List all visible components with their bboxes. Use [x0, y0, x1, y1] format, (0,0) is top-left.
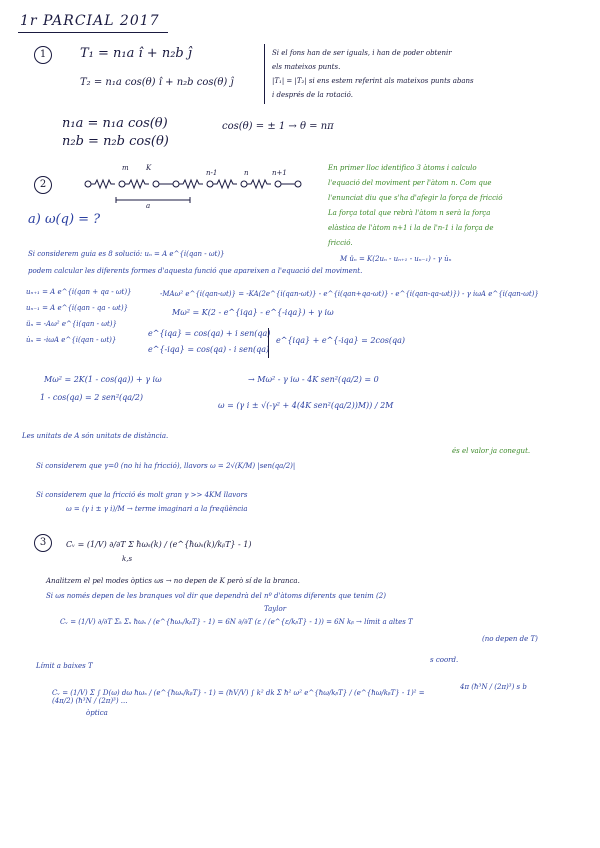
p1-eq2: T₂ = n₁a cos(θ) î + n₂b cos(θ) ĵ — [80, 77, 234, 88]
p3-cv-equation: Cᵥ = (1/V) ∂/∂T Σ ħωₛ(k) / (e^{ħωₛ(k)/kᵦT} - 1) — [66, 540, 252, 549]
p2-case-1-note: és el valor ja conegut. — [452, 447, 531, 455]
chain-label-n-minus-1: n-1 — [206, 169, 218, 177]
p3-cv3-subscript: òptica — [86, 709, 108, 717]
p2-form-4: u̇ₙ = -iωA e^{i(qan - ωt)} — [26, 336, 117, 344]
p1-divider — [264, 44, 265, 104]
p1-note-line-1: Si el fons han de ser iguals, i han de poder obtenir — [272, 49, 452, 57]
p2-euler-sum: e^{iqa} + e^{-iqa} = 2cos(qa) — [276, 336, 406, 345]
p2-derive-line: podem calcular les diferents formes d'aquesta funció que apareixen a l'equació del moviment. — [28, 267, 363, 275]
p3-cv-equation-3: Cᵥ = (1/V) Σ ∫ D(ω) dω ħωₛ / (e^{ħωₛ/kᵦT} - 1) = (ħV/V) ∫ k² dk Σ ħ² ω² e^{ħω/kᵦT} / (e^{ħω/kᵦT} - 1)² = (4π/2) (ħ³N / (2π)³) ... — [52, 689, 425, 705]
p2-units-note: Les unitats de A són unitats de distància. — [22, 432, 169, 440]
atom-icon — [85, 181, 91, 187]
p3-cv-equation-2: Cᵥ = (1/V) ∂/∂T Σₖ Σₛ ħωₛ / (e^{ħωₛ/kᵦT} - 1) = 6N ∂/∂T (ε / (e^{ε/kᵦT} - 1)) = 6N kᵦ → límit a altes T — [60, 618, 413, 626]
spring-icon — [247, 180, 271, 188]
p2-case-1: Si considerem que γ=0 (no hi ha fricció), llavors ω = 2√(K/M) |sen(qa/2)| — [36, 462, 296, 470]
p1-eq3: n₁a = n₁a cos(θ) — [62, 116, 168, 131]
chain-label-a: a — [146, 202, 151, 210]
chain-label-n-plus-1: n+1 — [272, 169, 287, 177]
atom-icon — [295, 181, 301, 187]
p3-final: 4π (ħ³N / (2π)³) s b — [460, 683, 527, 691]
chain-label-n: n — [244, 169, 249, 177]
page-title: 1r PARCIAL 2017 — [20, 13, 160, 29]
problem-1-number: 1 — [34, 46, 52, 64]
p3-analysis-line: Analitzem el pel modes òptics ωs → no depen de K però sí de la branca. — [46, 577, 300, 585]
atom-icon — [207, 181, 213, 187]
p2-solution-line: Si considerem guia es 8 solució: uₙ = A e^{i(qan - ωt)} — [28, 250, 225, 258]
spring-icon — [213, 180, 237, 188]
p2-step-1: Mω² = 2K(1 - cos(qa)) + γ iω — [44, 375, 162, 384]
chain-label-k: K — [146, 164, 152, 172]
p1-note-line-4: i després de la rotació. — [272, 91, 353, 99]
p2-case-2: Si considerem que la fricció és molt gran γ >> 4KM llavors — [36, 491, 248, 499]
p2-step-1b: → Mω² - γ iω - 4K sen²(qa/2) = 0 — [248, 375, 379, 384]
spring-icon — [91, 180, 115, 188]
title-underline — [18, 32, 168, 33]
p2-form-2: uₙ₋₁ = A e^{i(qan - qa - ωt)} — [26, 304, 129, 312]
p2-big-equation: -MAω² e^{i(qan-ωt)} = -KA(2e^{i(qan-ωt)} - e^{i(qan+qa-ωt)} - e^{i(qan-qa-ωt)}) - γ iωA e^{i(qan-ωt)} — [160, 290, 539, 298]
p3-cv-note: (no depen de T) — [482, 635, 538, 643]
atom-icon — [119, 181, 125, 187]
p2-side-note-4: La força total que rebrà l'àtom n serà la força — [328, 209, 491, 217]
p3-coord: s coord. — [430, 656, 459, 664]
p2-side-note-5: elàstica de l'àtom n+1 i la de l'n-1 i la força de — [328, 224, 494, 232]
p2-euler-1: e^{iqa} = cos(qa) + i sen(qa) — [148, 329, 271, 338]
p2-side-note-2: l'equació del moviment per l'àtom n. Com que — [328, 179, 492, 187]
atom-icon — [275, 181, 281, 187]
p2-step-2: 1 - cos(qa) = 2 sen²(qa/2) — [40, 393, 143, 402]
p3-taylor: Taylor — [264, 605, 287, 613]
p2-question: a) ω(q) = ? — [28, 212, 101, 227]
euler-brace — [268, 328, 269, 358]
p2-form-1: uₙ₊₁ = A e^{i(qan + qa - ωt)} — [26, 288, 132, 296]
p2-solution: ω = (γ i ± √(-γ² + 4(4K sen²(qa/2))M)) / 2M — [218, 401, 394, 410]
p2-case-2b: ω = (γ i ± γ i)/M → terme imaginari a la freqüència — [66, 505, 248, 513]
p3-cv-subscript: k,s — [122, 555, 133, 563]
p2-reduced-equation: Mω² = K(2 - e^{iqa} - e^{-iqa}) + γ iω — [172, 308, 334, 317]
atom-icon — [173, 181, 179, 187]
p2-side-note-3: l'enunciat diu que s'ha d'afegir la força de fricció — [328, 194, 503, 202]
p1-eq1: T₁ = n₁a î + n₂b ĵ — [80, 46, 192, 61]
p1-note-line-2: els mateixos punts. — [272, 63, 341, 71]
p2-side-note-6: fricció. — [328, 239, 353, 247]
p2-equation-of-motion: M üₙ = K(2uₙ - uₙ₊₁ - uₙ₋₁) - γ u̇ₙ — [340, 255, 452, 263]
problem-3-number: 3 — [34, 534, 52, 552]
p1-eq5: cos(θ) = ± 1 → θ = nπ — [222, 121, 334, 132]
p1-eq4: n₂b = n₂b cos(θ) — [62, 134, 169, 149]
p2-form-3: üₙ = -Aω² e^{i(qan - ωt)} — [26, 320, 117, 328]
atom-icon — [153, 181, 159, 187]
p3-low-temperature: Límit a baixes T — [36, 662, 93, 670]
spring-icon — [125, 180, 149, 188]
problem-2-number: 2 — [34, 176, 52, 194]
p2-euler-2: e^{-iqa} = cos(qa) - i sen(qa) — [148, 345, 270, 354]
atom-icon — [241, 181, 247, 187]
p3-analysis-line-2: Si ωs només depen de les branques vol dir que dependrà del nº d'àtoms diferents que tenim (2) — [46, 592, 386, 600]
spring-icon — [179, 180, 203, 188]
chain-label-m: m — [122, 164, 129, 172]
p1-note-line-3: |T₁| = |T₂| si ens estem referint als mateixos punts abans — [272, 77, 474, 85]
p2-side-note-1: En primer lloc identifico 3 àtoms i calculo — [328, 164, 477, 172]
